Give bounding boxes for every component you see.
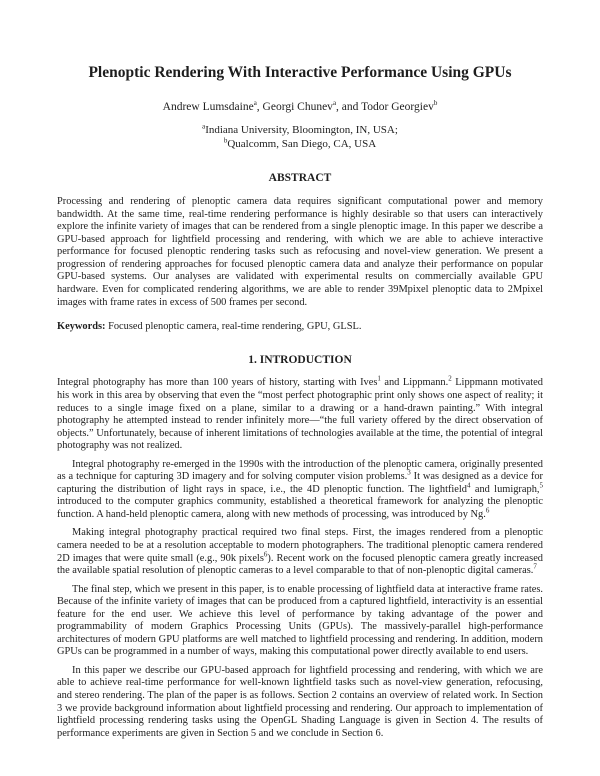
author-line: Andrew Lumsdaine$^a$, Georgi Chunev$^a$, and Todor Georgiev$^b$ [162,98,438,113]
superscript-reference: a [332,98,337,107]
intro-paragraph: Integral photography has more than 100 years of history, starting with Ives$^1$ and Lippmann.$^2$ Lippmann motivated his work in this area by observing that even the “most perfect photographic print only shows one aspect of reality; it reduces to a single image fixed on a plane, similar to a drawing or a hand-drawn painting.” With integral photography he attempted instead to render infinitely more—“the full variety offered by the direct observation of objects.” Unfortunately, because of inherent limitations of technologies available at the time, the potential of integral photography was not realized. [57,374,543,452]
superscript-reference: 2 [448,374,452,383]
superscript-reference: 5 [539,481,543,490]
abstract-heading: ABSTRACT [268,172,332,185]
superscript-reference: a [202,122,206,131]
keywords-label: Keywords: [57,321,106,333]
keywords-text: Focused plenoptic camera, real-time rendering, GPU, GLSL. [105,321,362,333]
intro-paragraph: Making integral photography practical required two final steps. First, the images rendered from a plenoptic camera needed to be at a resolution acceptable to modern photographers. The traditional plenoptic camera rendered 2D images that were quite small (e.g., 90k pixels$^6$). Recent work on the focused plenoptic camera greatly increased the available spatial resolution of plenoptic cameras to a level comparable to that of non-plenoptic digital cameras.$^7$ [57,527,543,577]
superscript-reference: b [433,98,438,107]
superscript-reference: 3 [407,468,411,477]
superscript-reference: 1 [377,374,381,383]
paper-title: Plenoptic Rendering With Interactive Performance Using GPUs [88,64,512,81]
intro-paragraph: Integral photography re-emerged in the 1990s with the introduction of the plenoptic camera, originally presented as a technique for capturing 3D imagery and for solving computer vision problems.$^3$ It was designed as a device for capturing the distribution of light rays in space, i.e., the 4D plenoptic function. The lightfield$^4$ and lumigraph,$^5$ introduced to the computer graphics community, established a theoretical framework for analyzing the plenoptic function. A hand-held plenoptic camera, along with new methods of processing, was introduced by Ng.$^6$ [57,458,543,520]
superscript-reference: 6 [485,506,490,515]
superscript-reference: 4 [467,481,471,490]
affiliations-block [57,124,543,151]
superscript-reference: 6 [263,550,268,559]
intro-paragraph: In this paper we describe our GPU-based approach for lightfield processing and rendering, with which we are able to achieve real-time performance for well-known lightfield tasks such as novel-view generation, refocusing, and stereo rendering. The plan of the paper is as follows. Section 2 contains an overview of related work. In Section 3 we provide background information about lightfield processing and rendering. Our approach to implementation of lightfield processing rendering tasks using the OpenGL Shading Language is given in Section 4. The results of performance experiments are given in Section 5 and we conclude in Section 6. [57,664,543,739]
abstract-text: Processing and rendering of plenoptic camera data requires significant computational power and memory bandwidth. At the same time, real-time rendering performance is highly desirable so that users can interactively explore the infinite variety of images that can be rendered from a single plenoptic image. In this paper we describe a GPU-based approach for lightfield processing and rendering, with which we are able to achieve interactive performance for focused plenoptic rendering tasks such as refocusing and novel-view generation. We present a progression of rendering approaches for focused plenoptic camera data and analyze their performance on popular GPU-based systems. Our analyses are validated with experimental results on commercially available GPU hardware. Even for complicated rendering algorithms, we are able to render 39Mpixel plenoptic data to 2Mpixel images with frame rates in excess of 500 frames per second. [57,196,543,308]
superscript-reference: 7 [533,562,537,571]
superscript-reference: a [253,98,257,107]
superscript-reference: b [223,136,228,145]
affiliation-qualcomm: $^b$Qualcomm, San Diego, CA, USA [223,136,377,150]
intro-paragraph: The final step, which we present in this paper, is to enable processing of lightfield data at interactive frame rates. Because of the infinite variety of images that can be produced from a captured lightfield, interactivity is an essential feature for the end user. We achieve this level of performance by taking advantage of the power and programmability of modern Graphics Processing Units (GPUs). The massively-parallel high-performance architectures of modern GPU platforms are well matched to lightfield processing and rendering. In addition, modern GPUs can be programmed in a number of ways, making this computational power directly available to end users. [57,583,543,658]
keywords-line [57,321,543,334]
affiliation-indiana: $^a$Indiana University, Bloomington, IN, USA; [202,122,398,137]
introduction-heading: 1. INTRODUCTION [248,353,352,366]
introduction-body [57,374,543,740]
